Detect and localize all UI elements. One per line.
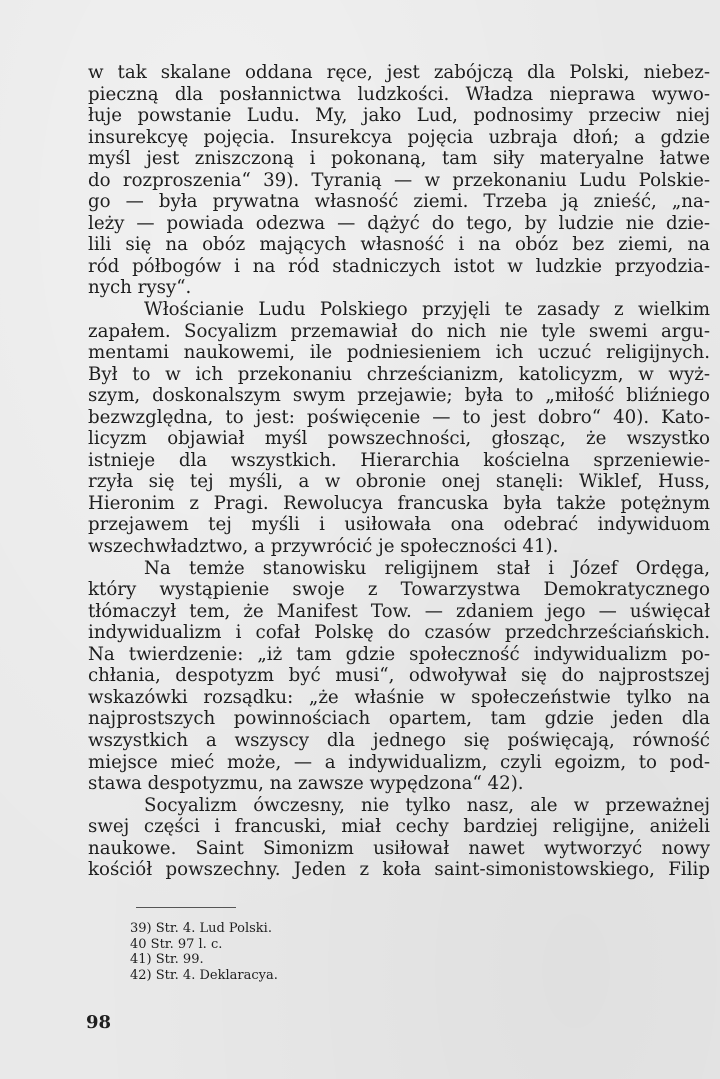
text-line: Włościanie Ludu Polskiego przyjęli te zasady z wielkim [144, 299, 710, 321]
text-line: Był to w ich przekonaniu chrześcianizm, katolicyzm, w wyż- [88, 363, 710, 385]
text-line: w tak skalane oddana ręce, jest zabójczą dla Polski, niebez- [88, 62, 710, 83]
text-line: insurekcyę pojęcia. Insurekcya pojęcia uzbraja dłoń; a gdzie [88, 126, 710, 148]
text-line: wszechwładztwo, a przywrócić je społeczności 41). [88, 536, 559, 558]
text-line: lili się na obóz mających własność i na obóz bez ziemi, na [88, 234, 710, 256]
text-line: pieczną dla posłannictwa ludzkości. Władza nieprawa wywo- [88, 83, 710, 105]
text-line: kościół powszechny. Jeden z koła saint-simonistowskiego, Filip [88, 859, 710, 881]
text-line: indywidualizm i cofał Polskę do czasów przedchrześciańskich. [88, 622, 710, 644]
footnote: 40 Str. 97 l. c. [130, 936, 223, 952]
text-line: najprostszych powinnościach opartem, tam gdzie jeden dla [88, 708, 710, 730]
text-line: istnieje dla wszystkich. Hierarchia kościelna sprzeniewie- [88, 449, 710, 471]
text-line: naukowe. Saint Simonizm usiłował nawet wytworzyć nowy [88, 837, 710, 859]
text-line: swej części i francuski, miał cechy bardziej religijne, aniżeli [88, 816, 710, 838]
text-line: zapałem. Socyalizm przemawiał do nich nie tyle swemi argu- [88, 320, 710, 342]
text-line: bezwzględna, to jest: poświęcenie — to jest dobro“ 40). Kato- [88, 406, 710, 428]
footnotes [130, 921, 450, 984]
text-line: leży — powiada odezwa — dążyć do tego, by ludzie nie dzie- [88, 212, 710, 234]
footnote: 39) Str. 4. Lud Polski. [130, 921, 272, 936]
text-line: licyzm objawiał myśl powszechności, głosząc, że wszystko [88, 428, 710, 450]
text-line: tłómaczył tem, że Manifest Tow. — zdaniem jego — uświęcał [88, 600, 710, 622]
text-line: wszystkich a wszyscy dla jednego się poświęcają, równość [88, 729, 710, 751]
text-line: myśl jest zniszczoną i pokonaną, tam siły materyalne łatwe [88, 148, 710, 170]
text-line: Na twierdzenie: „iż tam gdzie społeczność indywidualizm po- [88, 643, 710, 665]
text-line: który wystąpienie swoje z Towarzystwa Demokratycznego [88, 579, 710, 601]
text-line: miejsce mieć może, — a indywidualizm, czyli egoizm, to pod- [88, 751, 710, 773]
text-line: Hieronim z Pragi. Rewolucya francuska była także potężnym [88, 492, 710, 514]
footnote: 41) Str. 99. [130, 952, 204, 968]
text-line: wskazówki rozsądku: „że właśnie w społeczeństwie tylko na [88, 686, 710, 708]
text-line: szym, doskonalszym swym przejawie; była to „miłość bliźniego [88, 385, 710, 407]
body-text [88, 62, 710, 881]
page-number: 98 [86, 1012, 112, 1033]
text-line: rzyła się tej myśli, a w obronie onej stanęli: Wiklef, Huss, [88, 471, 710, 493]
text-line: ród półbogów i na ród stadniczych istot w ludzkie przyodzia- [88, 255, 710, 277]
text-line: Socyalizm ówczesny, nie tylko nasz, ale w przeważnej [144, 794, 710, 816]
text-line: nych rysy“. [88, 277, 192, 299]
text-line: go — była prywatna własność ziemi. Trzeba ją znieść, „na- [88, 191, 710, 213]
text-line: przejawem tej myśli i usiłowała ona odebrać indywiduom [88, 514, 710, 536]
footnote-divider [136, 907, 236, 908]
text-line: stawa despotyzmu, na zawsze wypędzona“ 42). [88, 773, 524, 795]
text-line: Na temże stanowisku religijnem stał i Józef Ordęga, [144, 557, 710, 579]
text-line: łuje powstanie Ludu. My, jako Lud, podnosimy przeciw niej [88, 105, 710, 127]
text-line: do rozproszenia“ 39). Tyranią — w przekonaniu Ludu Polskie- [88, 169, 710, 191]
footnote: 42) Str. 4. Deklaracya. [130, 968, 278, 984]
text-line: chłania, despotyzm być musi“, odwoływał się do najprostszej [88, 665, 710, 687]
text-line: mentami naukowemi, ile podniesieniem ich uczuć religijnych. [88, 342, 710, 364]
